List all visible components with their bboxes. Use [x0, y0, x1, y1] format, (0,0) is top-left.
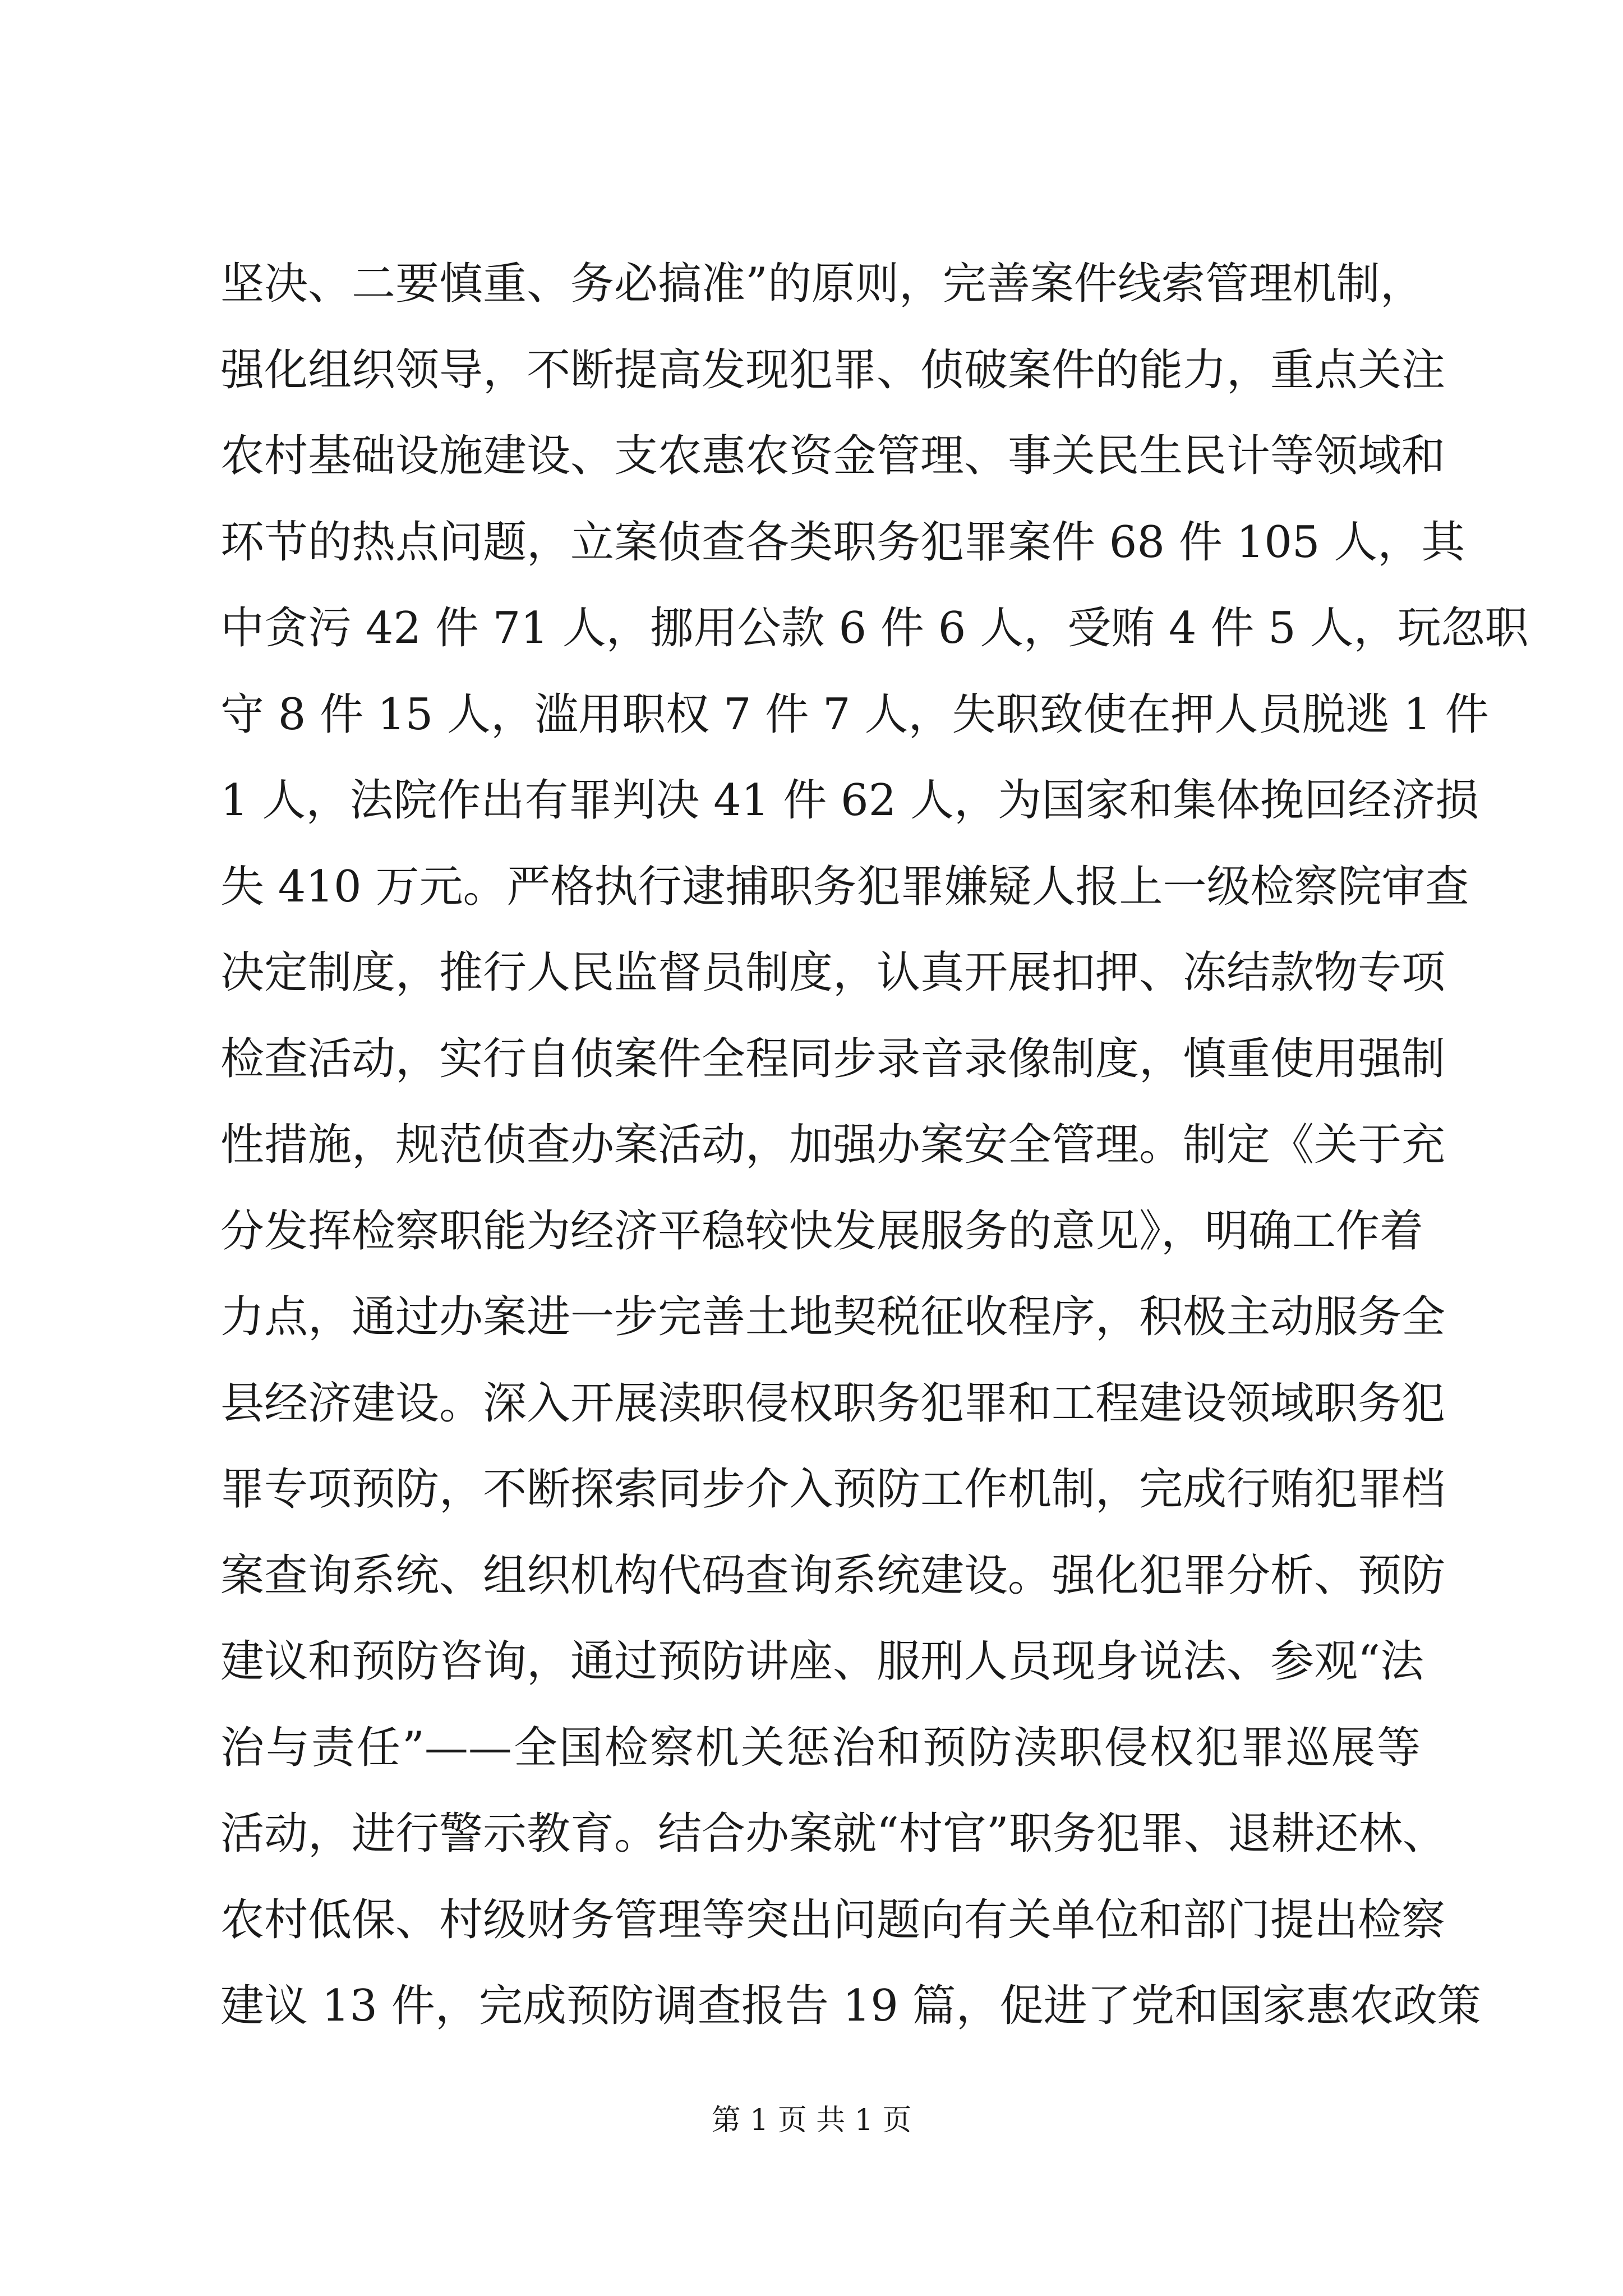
text-line: 活动，进行警示教育。结合办案就“村官”职务犯罪、退耕还林、: [220, 1809, 1446, 1859]
text-line: 坚决、二要慎重、务必搞准”的原则，完善案件线索管理机制，: [220, 259, 1424, 309]
text-line: 建议和预防咨询，通过预防讲座、服刑人员现身说法、参观“法: [220, 1636, 1424, 1687]
text-line: 检查活动，实行自侦案件全程同步录音录像制度，慎重使用强制: [220, 1033, 1446, 1084]
text-line: 农村基础设施建设、支农惠农资金管理、事关民生民计等领域和: [220, 431, 1446, 481]
text-line: 力点，通过办案进一步完善土地契税征收程序，积极主动服务全: [220, 1292, 1446, 1342]
text-line: 建议 13 件，完成预防调查报告 19 篇，促进了党和国家惠农政策: [220, 1981, 1481, 2031]
text-line: 性措施，规范侦查办案活动，加强办案安全管理。制定《关于充: [220, 1120, 1446, 1170]
text-line: 中贪污 42 件 71 人，挪用公款 6 件 6 人，受贿 4 件 5 人，玩忽职: [220, 603, 1529, 654]
text-line: 决定制度，推行人民监督员制度，认真开展扣押、冻结款物专项: [220, 947, 1446, 998]
text-line: 县经济建设。深入开展渎职侵权职务犯罪和工程建设领域职务犯: [220, 1378, 1446, 1429]
text-line: 守 8 件 15 人，滥用职权 7 件 7 人，失职致使在押人员脱逃 1 件: [220, 689, 1489, 740]
text-line: 案查询系统、组织机构代码查询系统建设。强化犯罪分析、预防: [220, 1550, 1446, 1601]
text-line: 1 人，法院作出有罪判决 41 件 62 人，为国家和集体挽回经济损: [220, 775, 1479, 826]
body-paragraph: [220, 241, 1529, 2050]
text-line: 治与责任”——全国检察机关惩治和预防渎职侵权犯罪巡展等: [220, 1722, 1421, 1773]
text-line: 失 410 万元。严格执行逮捕职务犯罪嫌疑人报上一级检察院审查: [220, 861, 1469, 912]
text-line: 分发挥检察职能为经济平稳较快发展服务的意见》，明确工作着: [220, 1205, 1424, 1257]
page-footer: 第 1 页 共 1 页: [711, 2104, 912, 2137]
text-line: 罪专项预防，不断探索同步介入预防工作机制，完成行贿犯罪档: [220, 1464, 1446, 1515]
text-line: 环节的热点问题，立案侦查各类职务犯罪案件 68 件 105 人，其: [220, 517, 1465, 568]
text-line: 强化组织领导，不断提高发现犯罪、侦破案件的能力，重点关注: [220, 344, 1446, 395]
text-line: 农村低保、村级财务管理等突出问题向有关单位和部门提出检察: [220, 1894, 1446, 1945]
